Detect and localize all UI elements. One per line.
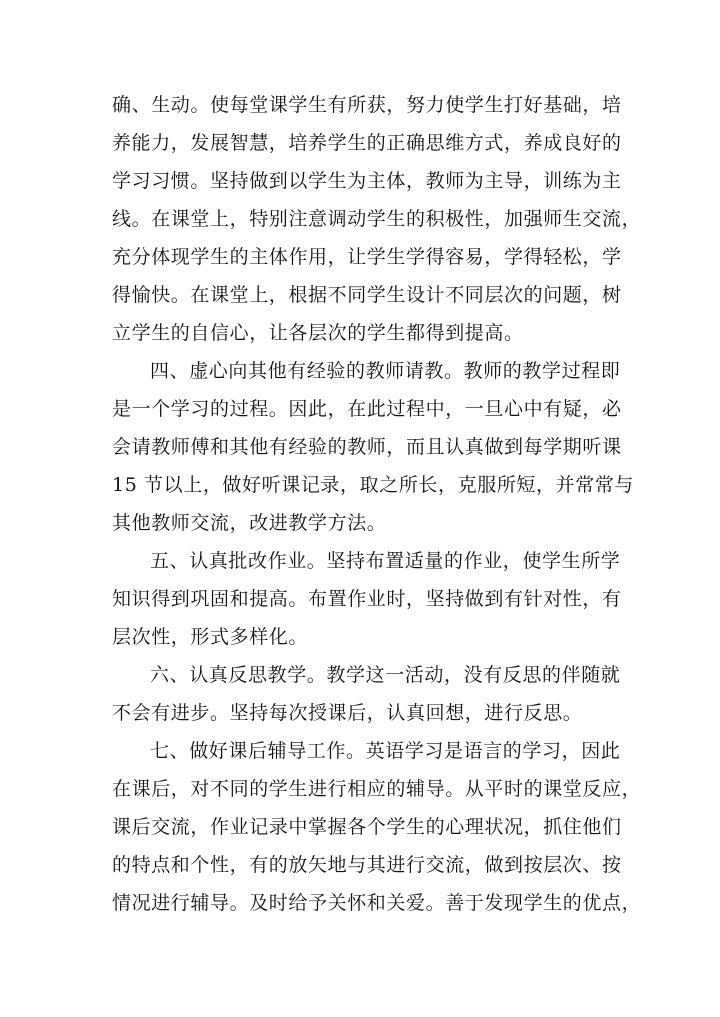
text-line: 是一个学习的过程。因此，在此过程中，一旦心中有疑，必 <box>112 398 622 420</box>
text-line: 15 节以上，做好听课记录，取之所长，克服所短，并常常与 <box>112 474 635 496</box>
text-line: 得愉快。在课堂上，根据不同学生设计不同层次的问题，树 <box>112 284 622 306</box>
text-line: 养能力，发展智慧，培养学生的正确思维方式，养成良好的 <box>112 132 622 154</box>
text-line: 层次性，形式多样化。 <box>112 626 309 648</box>
text-line: 会请教师傅和其他有经验的教师，而且认真做到每学期听课 <box>112 436 622 458</box>
text-line: 七、做好课后辅导工作。英语学习是语言的学习，因此 <box>150 740 621 762</box>
text-line: 立学生的自信心，让各层次的学生都得到提高。 <box>112 322 524 344</box>
paragraph-section-4 <box>112 352 635 542</box>
text-line: 在课后，对不同的学生进行相应的辅导。从平时的课堂反应， <box>112 778 642 800</box>
text-line: 情况进行辅导。及时给予关怀和关爱。善于发现学生的优点， <box>112 892 642 914</box>
paragraph-section-7 <box>112 732 642 922</box>
text-line: 其他教师交流，改进教学方法。 <box>112 512 387 534</box>
text-line: 的特点和个性，有的放矢地与其进行交流，做到按层次、按 <box>112 854 622 876</box>
text-line: 知识得到巩固和提高。布置作业时，坚持做到有针对性，有 <box>112 588 622 610</box>
paragraph-continuation <box>112 86 642 352</box>
text-line: 线。在课堂上，特别注意调动学生的积极性，加强师生交流， <box>112 208 642 230</box>
text-line: 不会有进步。坚持每次授课后，认真回想，进行反思。 <box>112 702 583 724</box>
text-line: 课后交流，作业记录中掌握各个学生的心理状况，抓住他们 <box>112 816 622 838</box>
text-line: 学习习惯。坚持做到以学生为主体，教师为主导，训练为主 <box>112 170 622 192</box>
text-line: 四、虚心向其他有经验的教师请教。教师的教学过程即 <box>150 360 621 382</box>
text-line: 充分体现学生的主体作用，让学生学得容易，学得轻松，学 <box>112 246 622 268</box>
document-body <box>112 86 642 922</box>
text-line: 五、认真批改作业。坚持布置适量的作业，使学生所学 <box>150 550 621 572</box>
paragraph-section-5 <box>112 542 622 656</box>
paragraph-section-6 <box>112 656 621 732</box>
text-line: 六、认真反思教学。教学这一活动，没有反思的伴随就 <box>150 664 621 686</box>
text-line: 确、生动。使每堂课学生有所获，努力使学生打好基础，培 <box>112 94 622 116</box>
